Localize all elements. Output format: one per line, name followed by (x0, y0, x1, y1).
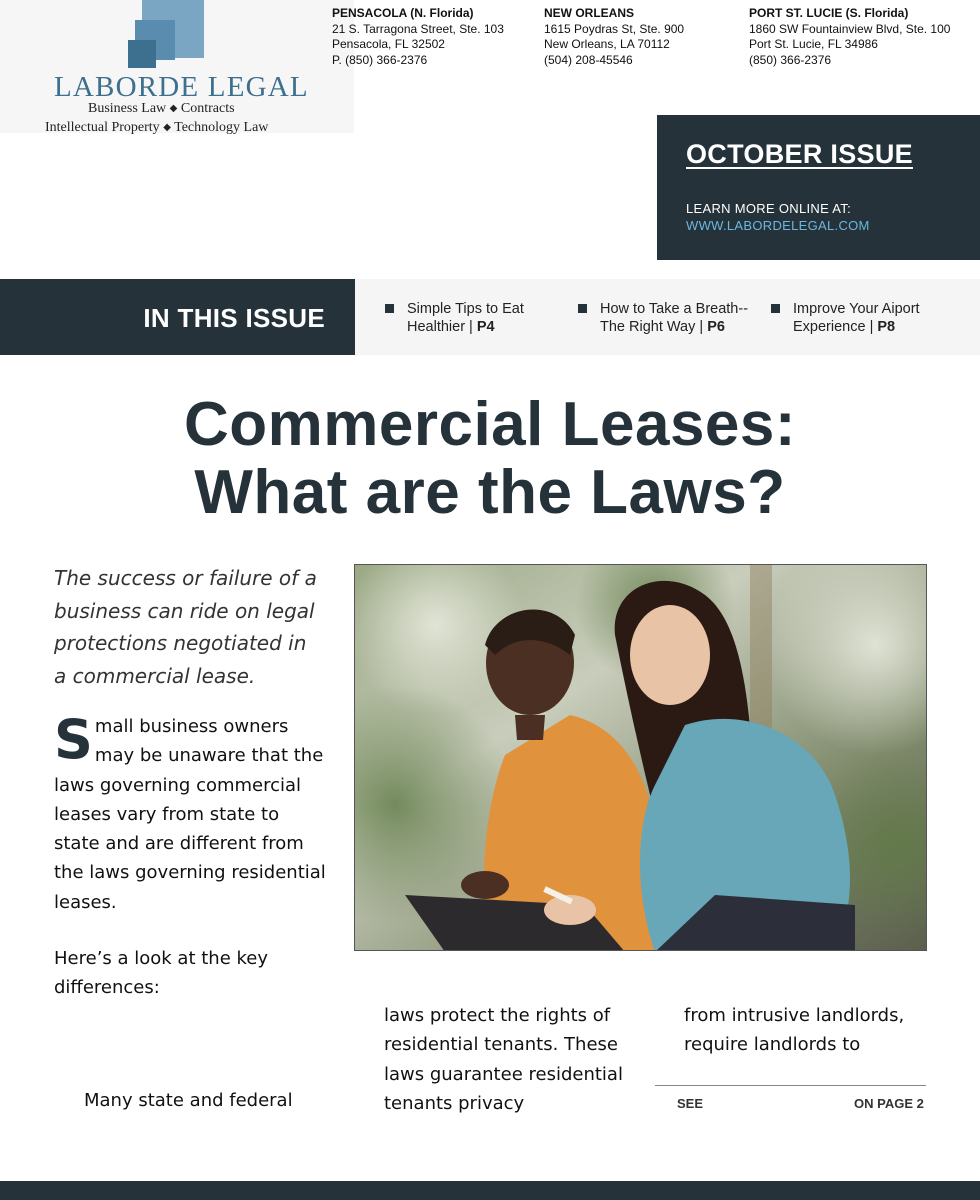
office-name: PENSACOLA (N. Florida) (332, 6, 474, 20)
logo-name: LABORDE LEGAL (54, 71, 309, 103)
divider (655, 1085, 926, 1086)
body-paragraph: mall business owners may be unaware that the laws governing commercial leases vary from state to state and are different from the laws governing residential leases. (54, 716, 326, 913)
toc-item-title: Improve Your Aiport (793, 301, 920, 317)
office-address-line2: Port St. Lucie, FL 34986 (749, 37, 878, 51)
continued-page-label[interactable]: ON PAGE 2 (854, 1096, 924, 1111)
toc-item-line2: The Right Way | P6 (600, 319, 725, 335)
article-column-3-text: from intrusive landlords, require landlords to (684, 1005, 905, 1056)
article-lede: The success or failure of a business can ride on legal protections negotiated in a commercial lease. (54, 566, 317, 688)
office-name: NEW ORLEANS (544, 6, 634, 20)
issue-title: OCTOBER ISSUE (686, 139, 913, 169)
office-address-line2: New Orleans, LA 70112 (544, 37, 670, 51)
learn-more-label: LEARN MORE ONLINE AT: (686, 201, 851, 216)
article-body-differences: Here’s a look at the key differences: (54, 948, 269, 999)
drop-cap: S (54, 708, 93, 771)
toc-item-eat-healthier[interactable] (407, 300, 524, 336)
office-phone: (504) 208-45546 (544, 52, 633, 67)
office-address-line1: 1615 Poydras St, Ste. 900 (544, 21, 685, 36)
bullet-square-icon (385, 304, 394, 313)
toc-item-line2: Healthier | P4 (407, 319, 495, 335)
footer-bar (0, 1181, 980, 1200)
headline-line-1: Commercial Leases: (183, 390, 797, 459)
office-name: PORT ST. LUCIE (S. Florida) (749, 6, 909, 20)
office-port-st-lucie (749, 6, 950, 68)
continued-see-label[interactable]: SEE (677, 1096, 704, 1111)
headline-line-2: What are the Laws? (194, 458, 786, 527)
bullet-square-icon (578, 304, 587, 313)
logo-block (0, 0, 354, 133)
logo-tagline-1: Business Law ◆ Contracts (88, 101, 235, 116)
website-link[interactable]: WWW.LABORDELEGAL.COM (686, 218, 870, 233)
toc-item-title: Simple Tips to Eat (407, 301, 524, 317)
in-this-issue-label: IN THIS ISSUE (0, 279, 355, 355)
office-new-orleans (544, 6, 684, 68)
toc-item-line2: Experience | P8 (793, 319, 896, 335)
article-column-2-text: laws protect the rights of residential tenants. These laws guarantee residential tenants privacy (384, 1005, 623, 1114)
article-column-1-text: Many state and federal (84, 1090, 293, 1111)
bullet-square-icon (771, 304, 780, 313)
toc-page-number: P6 (707, 319, 725, 335)
toc-item-breath[interactable] (600, 300, 748, 336)
office-address-line2: Pensacola, FL 32502 (332, 37, 445, 51)
toc-page-number: P4 (476, 319, 495, 335)
article-headline (0, 391, 980, 527)
logo-squares-icon (128, 0, 204, 68)
article-photo (354, 564, 927, 951)
office-pensacola (332, 6, 504, 68)
office-address-line1: 1860 SW Fountainview Blvd, Ste. 100 (749, 21, 951, 36)
toc-item-title: How to Take a Breath-- (600, 301, 749, 317)
article-body-intro (54, 708, 329, 917)
toc-item-airport[interactable] (793, 300, 920, 336)
issue-box (657, 115, 980, 260)
toc-page-number: P8 (877, 319, 896, 335)
office-address-line1: 21 S. Tarragona Street, Ste. 103 (332, 21, 504, 36)
logo-tagline-2: Intellectual Property ◆ Technology Law (45, 120, 269, 135)
office-phone: (850) 366-2376 (749, 52, 832, 67)
two-women-reading-image (355, 565, 927, 951)
office-phone: P. (850) 366-2376 (332, 52, 428, 67)
